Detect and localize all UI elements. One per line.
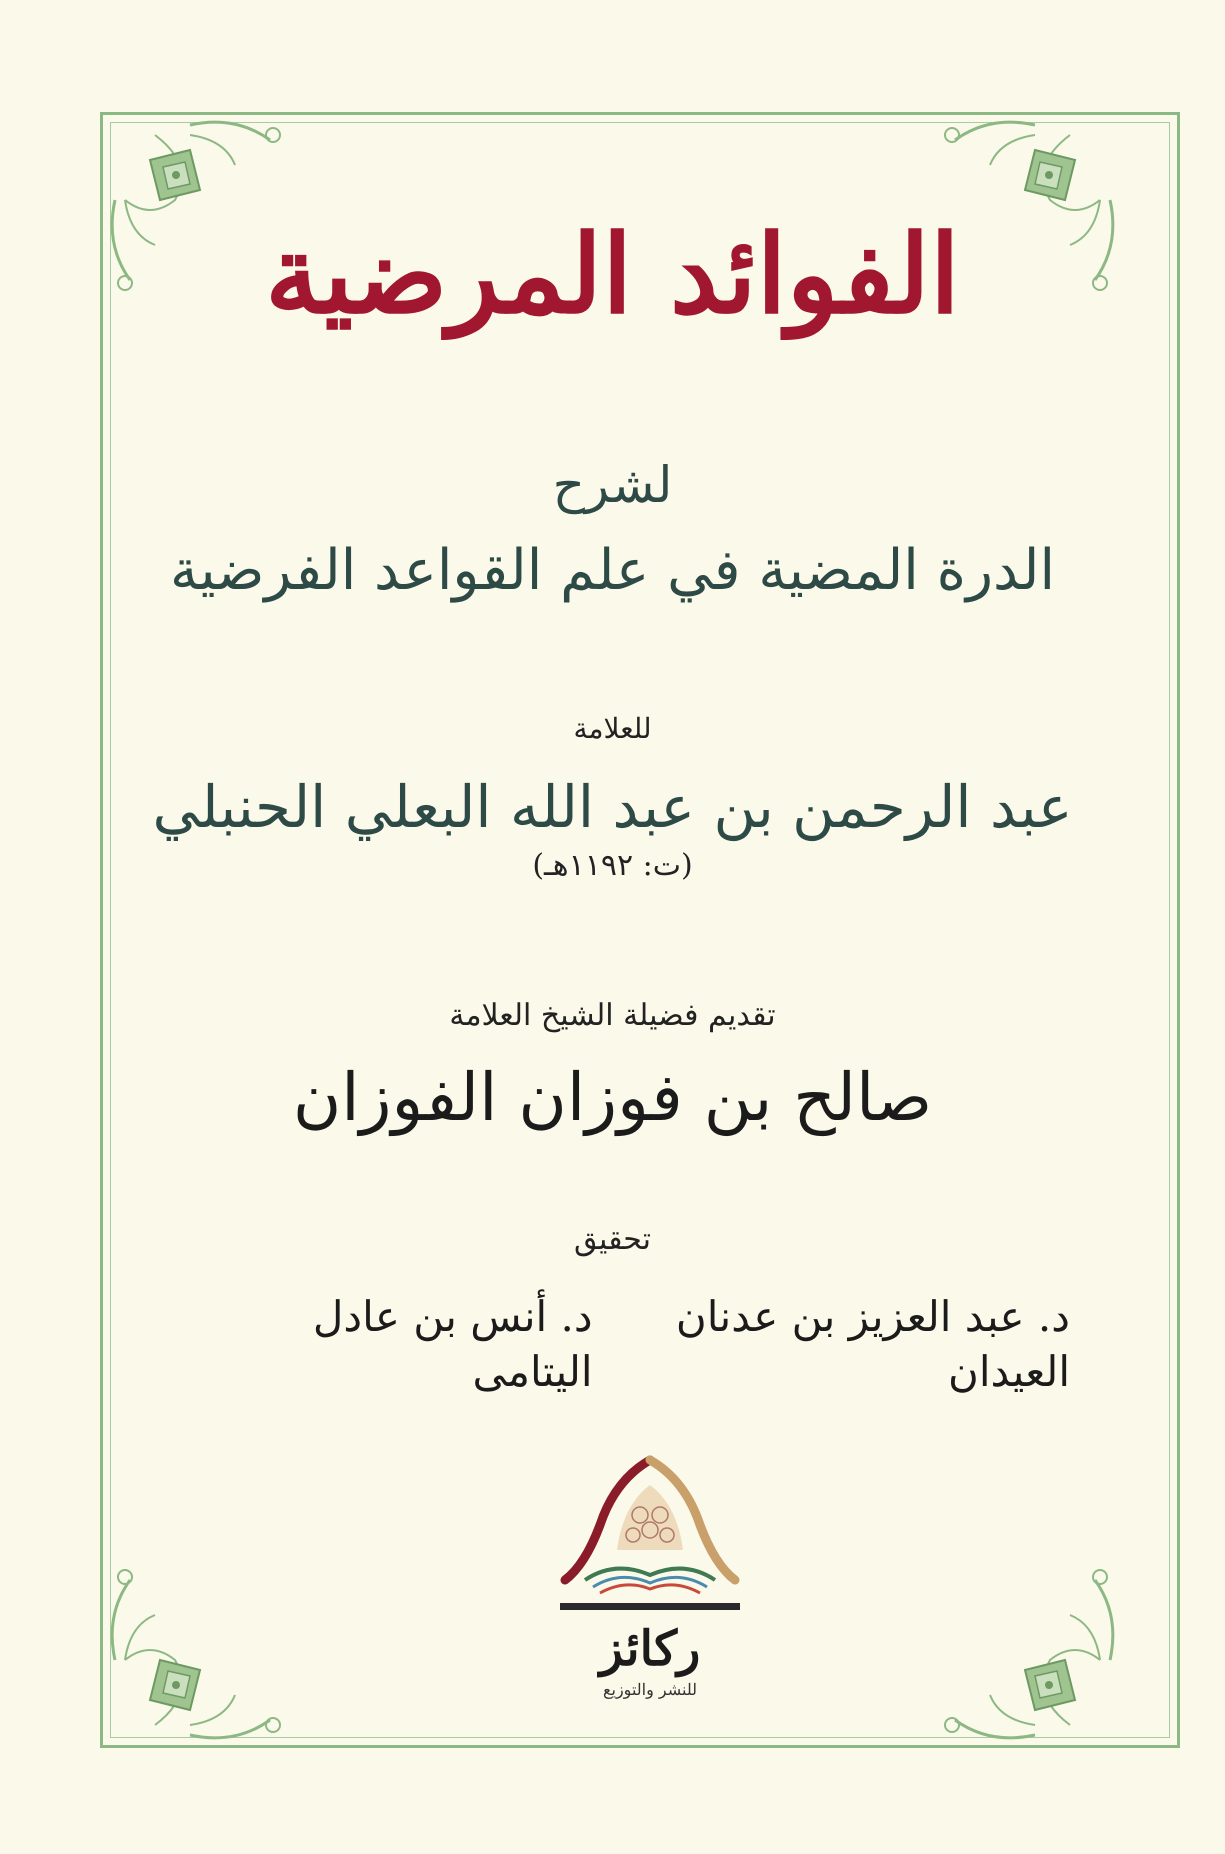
editor-name: د. عبد العزيز بن عدنان العيدان — [675, 1292, 1070, 1396]
book-subtitle: الدرة المضية في علم القواعد الفرضية — [169, 538, 1056, 603]
dome-book-logo-icon — [545, 1455, 755, 1625]
publisher-subtitle: للنشر والتوزيع — [602, 1680, 698, 1699]
book-title-connector: لشرح — [552, 456, 673, 514]
editor-name: د. أنس بن عادل اليتامى — [312, 1292, 593, 1396]
introduction-author: صالح بن فوزان الفوزان — [292, 1059, 933, 1136]
publisher-name: ركائز — [599, 1621, 701, 1677]
editors-row — [220, 1290, 1070, 1399]
author-prefix: للعلامة — [573, 712, 652, 745]
author-name: عبد الرحمن بن عبد الله البعلي الحنبلي — [152, 773, 1073, 841]
book-title: الفوائد المرضية — [265, 212, 960, 338]
introduction-label: تقديم فضيلة الشيخ العلامة — [449, 998, 776, 1033]
floral-corner-icon — [95, 1565, 285, 1755]
author-death-date: (ت: ١١٩٢هـ) — [532, 848, 693, 883]
editors-label: تحقيق — [574, 1222, 651, 1257]
floral-corner-icon — [940, 1565, 1130, 1755]
